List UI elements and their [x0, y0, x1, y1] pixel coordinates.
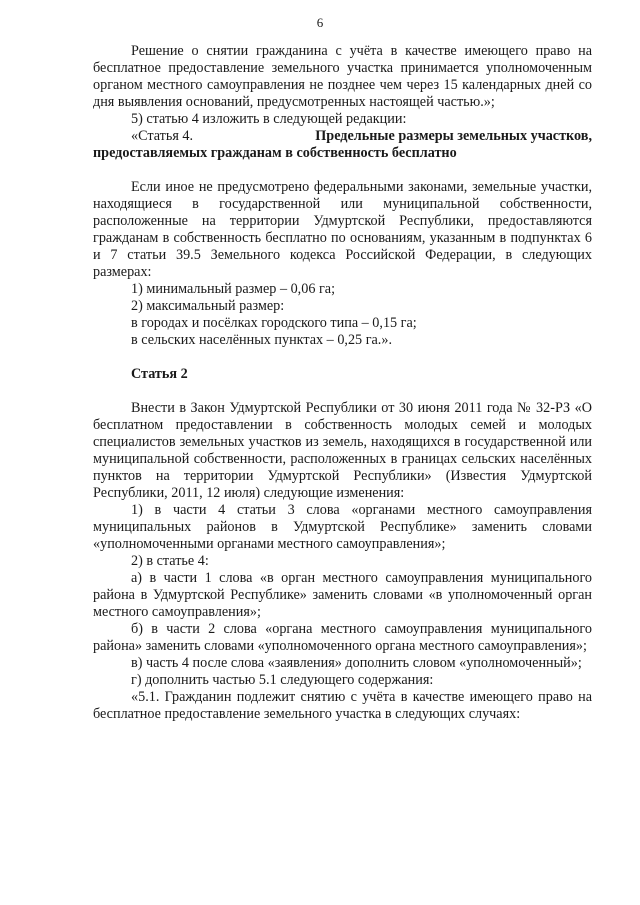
paragraph: 5) статью 4 изложить в следующей редакции: — [131, 111, 407, 127]
paragraph: Внести в Закон Удмуртской Республики от 30 июня 2011 года № 32-РЗ «О бесплатном предоставлении в собственность молодых семей и молодых специалистов земельных участков из земель, находящихся в государственной или муниципальной собственности, расположенных в границах сельских населённых пунктов на территории Удмуртской Республики» (Известия Удмуртской Республики, 2011, 12 июля) следующие изменения: — [93, 400, 592, 501]
list-item: 2) максимальный размер: — [131, 298, 285, 314]
list-item: б) в части 2 слова «органа местного самоуправления муниципального района» заменить словами «уполномоченного органа местного самоуправления»; — [93, 621, 592, 654]
list-item: в) часть 4 после слова «заявления» дополнить словом «уполномоченный»; — [131, 655, 582, 671]
article-4-heading — [93, 128, 592, 145]
list-item: в городах и посёлках городского типа – 0,15 га; — [131, 315, 417, 331]
paragraph: Если иное не предусмотрено федеральными законами, земельные участки, находящиеся в государственной или муниципальной собственности, расположенные на территории Удмуртской Республики, предоставляются гражданам в собственность бесплатно по основаниям, указанным в подпунктах 6 и 7 статьи 39.5 Земельного кодекса Российской Федерации, в следующих размерах: — [93, 179, 592, 280]
paragraph: Решение о снятии гражданина с учёта в качестве имеющего право на бесплатное предоставление земельного участка принимается уполномоченным органом местного самоуправления не позднее чем через 15 календарных дней со дня выявления оснований, предусмотренных настоящей частью.»; — [93, 43, 592, 110]
list-item: а) в части 1 слова «в орган местного самоуправления муниципального района в Удмуртской Республике» заменить словами «в уполномоченный орган местного самоуправления»; — [93, 570, 592, 620]
article-4-title-continuation: предоставляемых гражданам в собственность бесплатно — [93, 145, 457, 161]
paragraph: «5.1. Гражданин подлежит снятию с учёта в качестве имеющего право на бесплатное предоставление земельного участка в следующих случаях: — [93, 689, 592, 722]
article-4-label: «Статья 4. — [131, 128, 194, 144]
document-body — [93, 43, 592, 723]
list-item: 2) в статье 4: — [131, 553, 209, 569]
list-item: 1) минимальный размер – 0,06 га; — [131, 281, 336, 297]
article-4-title: Предельные размеры земельных участков, — [315, 128, 592, 144]
list-item: 1) в части 4 статьи 3 слова «органами местного самоуправления муниципальных районов в Удмуртской Республике» заменить словами «уполномоченными органами местного самоуправления»; — [93, 502, 592, 552]
list-item: в сельских населённых пунктах – 0,25 га.». — [131, 332, 392, 348]
list-item: г) дополнить частью 5.1 следующего содержания: — [131, 672, 434, 688]
article-2-heading: Статья 2 — [131, 366, 188, 382]
page-number: 6 — [316, 15, 324, 30]
